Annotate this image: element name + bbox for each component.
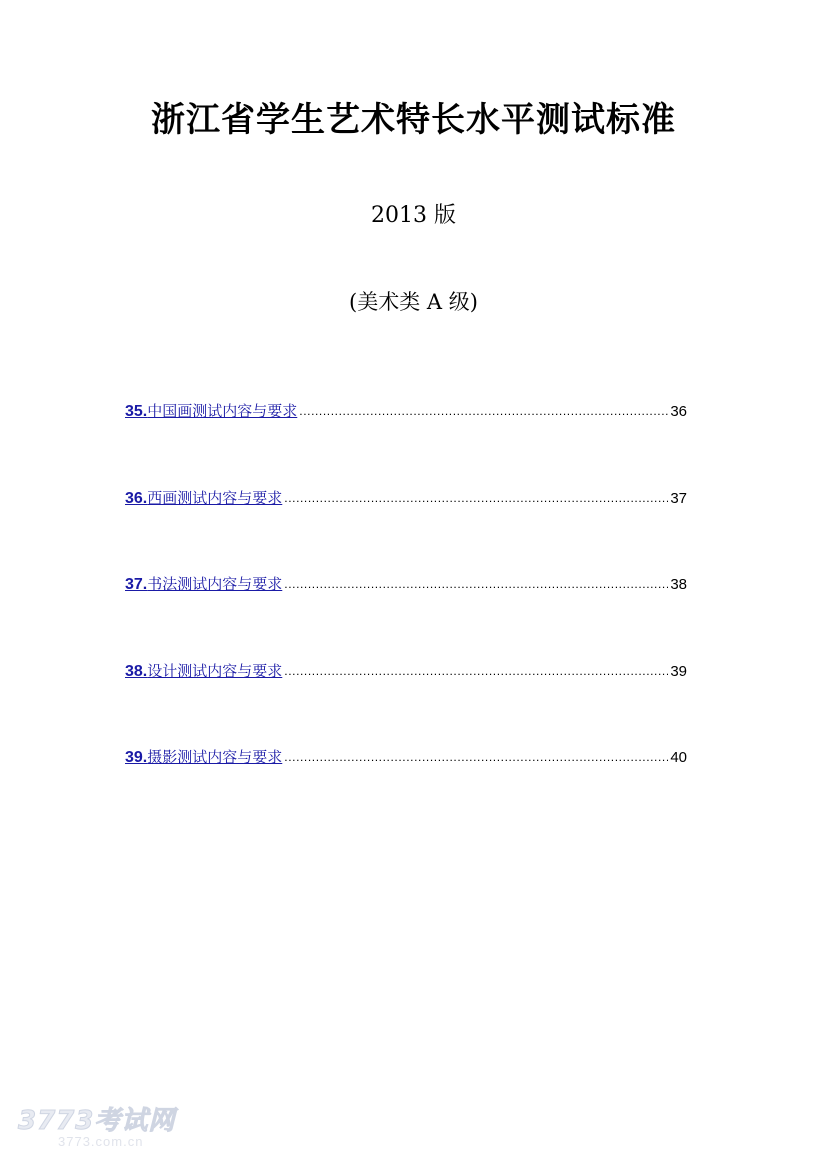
toc-entry-photography [125, 744, 687, 770]
toc-entry-text: 中国画测试内容与要求 [147, 402, 298, 420]
toc-page-number: 37 [670, 489, 687, 507]
document-edition: 2013 版 [371, 203, 456, 228]
toc-entry-text: 书法测试内容与要求 [147, 575, 283, 593]
document-title: 浙江省学生艺术特长水平测试标准 [151, 100, 676, 140]
toc-entry-text: 设计测试内容与要求 [147, 661, 283, 680]
toc-link-calligraphy[interactable] [125, 571, 282, 598]
document-category: (美术类 A 级) [349, 290, 478, 314]
toc-entry-calligraphy [125, 571, 687, 597]
toc-entry-number: 38. [125, 662, 148, 680]
toc-entry-western-painting [125, 485, 687, 511]
toc-entry-number: 39. [125, 749, 148, 766]
site-watermark-logo [18, 1106, 178, 1154]
watermark-main-text: 3773考试网 [18, 1106, 176, 1136]
toc-dot-leader [299, 398, 668, 424]
toc-entry-text: 西画测试内容与要求 [147, 488, 283, 507]
toc-entry-text: 摄影测试内容与要求 [147, 748, 283, 766]
toc-page-number: 39 [670, 662, 687, 680]
toc-dot-leader [284, 744, 668, 770]
toc-page-number: 38 [670, 576, 687, 593]
toc-dot-leader [284, 571, 668, 597]
toc-link-western-painting[interactable] [125, 485, 282, 512]
toc-link-chinese-painting[interactable] [125, 398, 297, 425]
toc-page-number: 40 [670, 749, 687, 766]
toc-entry-chinese-painting [125, 398, 687, 424]
table-of-contents [125, 398, 687, 831]
toc-dot-leader [284, 658, 668, 684]
toc-dot-leader [284, 485, 668, 511]
toc-page-number: 36 [670, 403, 687, 420]
toc-link-design[interactable] [125, 658, 282, 685]
toc-link-photography[interactable] [125, 744, 282, 771]
toc-entry-number: 35. [125, 403, 148, 420]
toc-entry-number: 36. [125, 489, 148, 507]
watermark-url-text: 3773.com.cn [58, 1134, 144, 1149]
toc-entry-number: 37. [125, 576, 148, 593]
toc-entry-design [125, 658, 687, 684]
